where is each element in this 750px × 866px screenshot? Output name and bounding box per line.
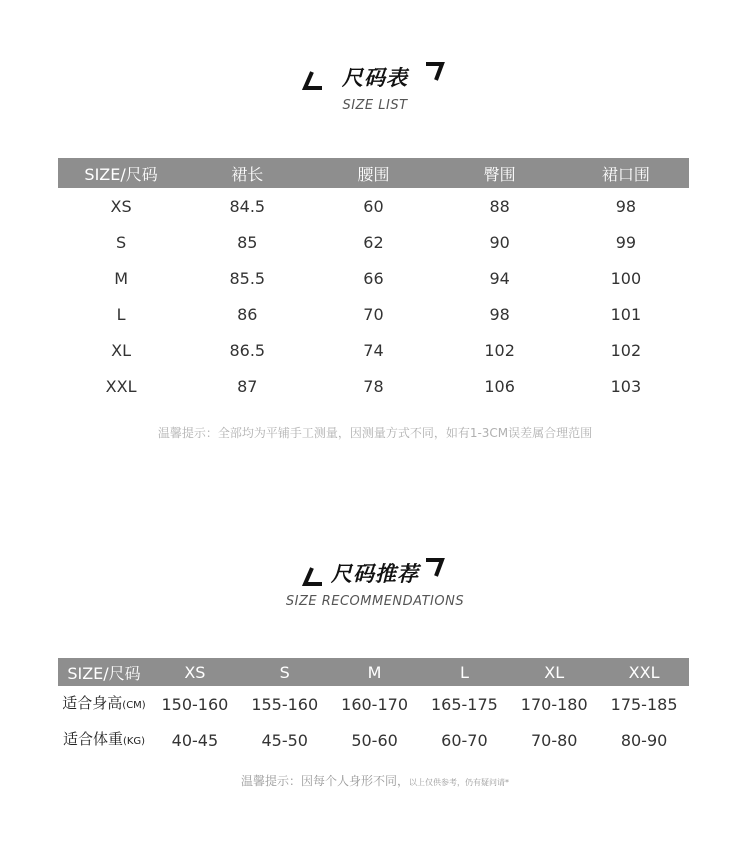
table-row bbox=[58, 224, 689, 260]
table-cell: XXL bbox=[105, 376, 137, 396]
table-cell: 85.5 bbox=[229, 268, 266, 288]
measurement-note: 温馨提示：全部均为平铺手工测量，因测量方式不同，如有1-3CM误差属合理范围 bbox=[157, 426, 593, 440]
table-cell: 86.5 bbox=[229, 340, 266, 360]
row-label-unit: (KG) bbox=[122, 735, 146, 747]
table-cell: 62 bbox=[363, 232, 384, 252]
size-recommendations-title: 尺码推荐 bbox=[331, 562, 419, 586]
table-cell: 74 bbox=[363, 340, 384, 360]
table-cell: 88 bbox=[489, 196, 510, 216]
recommendation-table bbox=[58, 658, 689, 758]
table-cell: 90 bbox=[489, 232, 510, 252]
table-cell: 150-160 bbox=[161, 694, 229, 714]
table-cell: 40-45 bbox=[171, 730, 219, 750]
size-table bbox=[58, 158, 689, 404]
table-cell: L bbox=[116, 304, 126, 324]
table-cell: 175-185 bbox=[610, 694, 678, 714]
table-cell: XL bbox=[111, 340, 132, 360]
table-cell: S bbox=[116, 232, 127, 252]
header-size: SIZE/尺码 bbox=[58, 158, 184, 188]
size-recommendations-heading bbox=[0, 552, 750, 609]
header-size: SIZE/尺码 bbox=[58, 658, 150, 686]
table-row bbox=[58, 368, 689, 404]
row-label-text: 适合体重 bbox=[62, 729, 123, 748]
size-recommendations-subtitle: SIZE RECOMMENDATIONS bbox=[285, 594, 465, 609]
bracket-right-icon bbox=[422, 60, 446, 82]
table-cell: 101 bbox=[610, 304, 642, 324]
table-cell: 80-90 bbox=[620, 730, 668, 750]
size-list-subtitle: SIZE LIST bbox=[342, 98, 408, 113]
table-cell: 87 bbox=[237, 376, 258, 396]
table-cell: 165-175 bbox=[430, 694, 498, 714]
header-l: L bbox=[419, 658, 509, 686]
table-cell: 98 bbox=[489, 304, 510, 324]
table-row bbox=[58, 188, 689, 224]
recommendation-note bbox=[0, 772, 750, 789]
header-skirt-length: 裙长 bbox=[184, 158, 310, 188]
row-label-text: 适合身高 bbox=[62, 693, 123, 712]
table-cell: 86 bbox=[237, 304, 258, 324]
table-cell: 102 bbox=[610, 340, 642, 360]
table-cell: 45-50 bbox=[261, 730, 308, 750]
table-cell: 106 bbox=[484, 376, 515, 396]
table-cell: 84.5 bbox=[229, 196, 266, 216]
row-label-unit: (CM) bbox=[122, 699, 146, 711]
table-cell: 155-160 bbox=[251, 694, 319, 714]
table-row bbox=[58, 332, 689, 368]
header-s: S bbox=[240, 658, 330, 686]
recommendation-note-main: 温馨提示：因每个人身形不同， bbox=[240, 774, 409, 788]
table-cell: 78 bbox=[363, 376, 384, 396]
row-label-height bbox=[58, 686, 150, 722]
size-list-heading bbox=[0, 56, 750, 113]
table-cell: 60 bbox=[363, 196, 384, 216]
table-cell: 170-180 bbox=[520, 694, 588, 714]
row-label-weight bbox=[58, 722, 150, 758]
table-cell: 99 bbox=[615, 232, 637, 252]
table-cell: 66 bbox=[363, 268, 384, 288]
header-waist: 腰围 bbox=[310, 158, 436, 188]
header-xl: XL bbox=[509, 658, 599, 686]
table-cell: M bbox=[114, 268, 128, 288]
table-cell: 103 bbox=[610, 376, 642, 396]
table-cell: 160-170 bbox=[341, 694, 408, 714]
header-m: M bbox=[330, 658, 420, 686]
table-cell: 70-80 bbox=[530, 730, 578, 750]
table-row bbox=[58, 722, 689, 758]
size-table-header-row bbox=[58, 158, 689, 188]
table-cell: 100 bbox=[610, 268, 642, 288]
table-row bbox=[58, 686, 689, 722]
table-cell: 70 bbox=[363, 304, 384, 324]
recommendation-header-row bbox=[58, 658, 689, 686]
header-xs: XS bbox=[150, 658, 240, 686]
table-cell: 94 bbox=[489, 268, 510, 288]
header-xxl: XXL bbox=[599, 658, 689, 686]
header-hip: 臀围 bbox=[437, 158, 563, 188]
size-list-title: 尺码表 bbox=[342, 66, 408, 90]
table-row bbox=[58, 260, 689, 296]
header-hem: 裙口围 bbox=[563, 158, 689, 188]
table-cell: 85 bbox=[237, 232, 258, 252]
table-cell: 102 bbox=[484, 340, 515, 360]
table-cell: 98 bbox=[615, 196, 637, 216]
table-cell: XS bbox=[110, 196, 132, 216]
table-cell: 50-60 bbox=[351, 730, 398, 750]
bracket-right-icon bbox=[422, 556, 446, 578]
table-cell: 60-70 bbox=[441, 730, 488, 750]
recommendation-note-small: 以上仅供参考，仍有疑问请* bbox=[409, 778, 509, 787]
table-row bbox=[58, 296, 689, 332]
